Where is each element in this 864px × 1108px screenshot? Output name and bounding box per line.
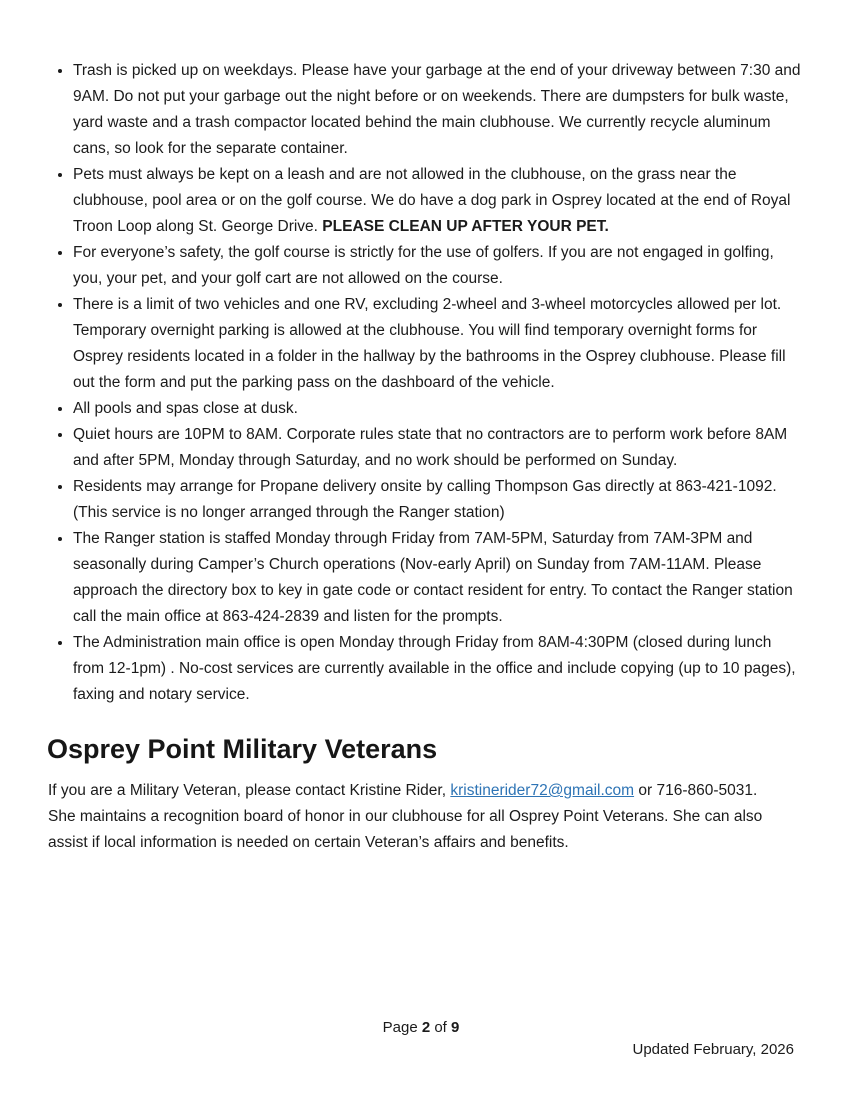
section-heading-military-veterans: Osprey Point Military Veterans <box>47 734 438 764</box>
rule-vehicles <box>73 292 805 396</box>
rule-pools <box>73 396 805 422</box>
rule-text: The Ranger station is staffed Monday through Friday from 7AM-5PM, Saturday from 7AM-3PM and seasonally during Camper’s Church operations (Nov-early April) on Sunday from 7AM-11AM. Please approach the directory box to key in gate code or contact resident for entry. To contact the Ranger station call the main office at 863-424-2839 and listen for the prompts. <box>73 530 793 625</box>
rule-text: Pets must always be kept on a leash and are not allowed in the clubhouse, on the grass near the clubhouse, pool area or on the golf course. We do have a dog park in Osprey located at the end of Royal Troon Loop along St. George Drive. <box>73 166 791 235</box>
page-total: 9 <box>451 1019 460 1036</box>
rule-golf-course <box>73 240 805 292</box>
rule-text: The Administration main office is open Monday through Friday from 8AM-4:30PM (closed during lunch from 12-1pm) . No-cost services are currently available in the office and include copying (up to 10 pages), faxing and notary service. <box>73 634 796 703</box>
rule-propane <box>73 474 805 526</box>
community-rules-list <box>48 58 805 708</box>
rule-text: Trash is picked up on weekdays. Please have your garbage at the end of your driveway between 7:30 and 9AM. Do not put your garbage out the night before or on weekends. There are dumpsters for bulk waste, yard waste and a trash compactor located behind the main clubhouse. We currently recycle aluminum cans, so look for the separate container. <box>73 62 801 157</box>
veterans-paragraph <box>48 778 782 856</box>
email-link[interactable]: kristinerider72@gmail.com <box>450 782 635 799</box>
rule-text: Quiet hours are 10PM to 8AM. Corporate rules state that no contractors are to perform work before 8AM and after 5PM, Monday through Saturday, and no work should be performed on Sunday. <box>73 426 788 469</box>
rule-text: For everyone’s safety, the golf course is strictly for the use of golfers. If you are not engaged in golfing, you, your pet, and your golf cart are not allowed on the course. <box>73 244 774 287</box>
paragraph-text: or 716-860-5031. She maintains a recognition board of honor in our clubhouse for all Osprey Point Veterans. She can also assist if local information is needed on certain Veteran’s affairs and benefits. <box>48 782 763 851</box>
rule-admin-office <box>73 630 805 708</box>
rule-text: All pools and spas close at dusk. <box>73 400 298 417</box>
page-label: Page <box>382 1019 422 1036</box>
rule-ranger-station <box>73 526 805 630</box>
page-number-footer <box>0 1019 853 1036</box>
rule-bold-text: PLEASE CLEAN UP AFTER YOUR PET. <box>322 218 609 235</box>
paragraph-text: If you are a Military Veteran, please contact Kristine Rider, <box>48 782 451 799</box>
page-number: 2 <box>421 1019 431 1036</box>
of-label: of <box>430 1019 452 1036</box>
updated-date-label: Updated February, 2026 <box>632 1041 794 1058</box>
rule-text: Residents may arrange for Propane delivery onsite by calling Thompson Gas directly at 863-421-1092. (This service is no longer arranged through the Ranger station) <box>73 478 777 521</box>
rule-quiet-hours <box>73 422 805 474</box>
rule-pets <box>73 162 805 240</box>
rule-trash <box>73 58 805 162</box>
rule-text: There is a limit of two vehicles and one RV, excluding 2-wheel and 3-wheel motorcycles allowed per lot. Temporary overnight parking is allowed at the clubhouse. You will find temporary overnight forms for Osprey residents located in a folder in the hallway by the bathrooms in the Osprey clubhouse. Please fill out the form and put the parking pass on the dashboard of the vehicle. <box>73 296 786 391</box>
